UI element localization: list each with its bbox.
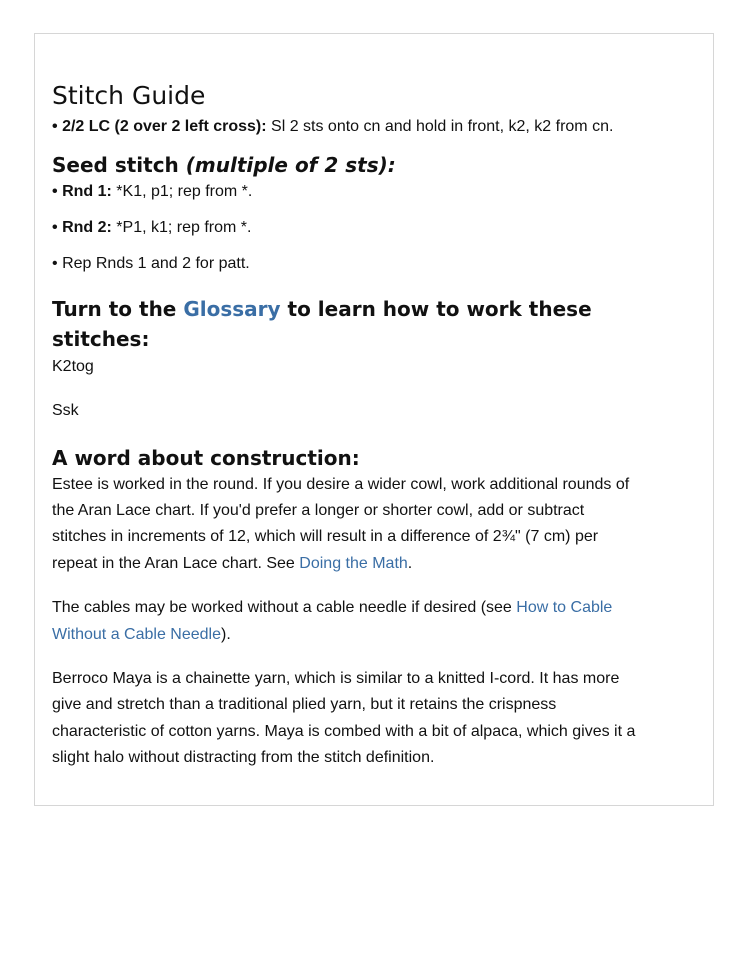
construction-para2-line [52, 622, 231, 648]
glossary-link[interactable]: Glossary [183, 297, 281, 321]
construction-para2-line [52, 595, 612, 621]
cable-without-needle-link[interactable]: How to Cable [516, 599, 613, 616]
cable-description: Sl 2 sts onto cn and hold in front, k2, k2 from cn. [266, 118, 614, 135]
bullet: • [52, 255, 58, 272]
rnd2-term: Rnd 2: [62, 219, 112, 236]
seed-heading-multiple: (multiple of 2 sts): [185, 153, 396, 177]
seed-rnd2-line [52, 215, 251, 241]
construction-para3-line: give and stretch than a traditional plied yarn, but it retains the crispness [52, 696, 557, 713]
seed-heading-text: Seed stitch [52, 153, 186, 177]
bullet: • [52, 219, 58, 236]
page-title: Stitch Guide [52, 81, 206, 110]
rnd2-text: *P1, k1; rep from *. [111, 219, 252, 236]
construction-heading: A word about construction: [52, 446, 360, 470]
seed-stitch-heading [52, 150, 396, 180]
para1-last-post: . [407, 555, 413, 572]
bullet: • [52, 118, 58, 135]
para1-last-pre: repeat in the Aran Lace chart. See [52, 555, 300, 572]
seed-rnd1-line [52, 179, 252, 205]
cable-stitch-line [52, 114, 613, 140]
construction-para3-line: slight halo without distracting from the stitch definition. [52, 749, 435, 766]
repeat-text: Rep Rnds 1 and 2 for patt. [62, 255, 250, 272]
para2-pre: The cables may be worked without a cable needle if desired (see [52, 599, 517, 616]
construction-para1-line: stitches in increments of 12, which will result in a difference of 2¾" (7 cm) per [52, 528, 599, 545]
construction-para3-line: characteristic of cotton yarns. Maya is combed with a bit of alpaca, which gives it a [52, 723, 636, 740]
rnd1-term: Rnd 1: [62, 183, 112, 200]
rnd1-text: *K1, p1; rep from *. [111, 183, 253, 200]
construction-para1-line [52, 551, 412, 577]
cable-without-needle-link[interactable]: Without a Cable Needle [52, 626, 221, 643]
glossary-heading-pre: Turn to the [52, 297, 184, 321]
para2-post: ). [220, 626, 231, 643]
glossary-item: Ssk [52, 402, 79, 419]
glossary-item: K2tog [52, 358, 94, 375]
doing-the-math-link[interactable]: Doing the Math [299, 555, 408, 572]
seed-repeat-line [52, 251, 250, 277]
glossary-heading [52, 294, 592, 354]
construction-para1-line: Estee is worked in the round. If you desire a wider cowl, work additional rounds of [52, 476, 630, 493]
glossary-heading-line2: stitches: [52, 327, 150, 351]
construction-para1-line: the Aran Lace chart. If you'd prefer a longer or shorter cowl, add or subtract [52, 502, 585, 519]
bullet: • [52, 183, 58, 200]
glossary-heading-post: to learn how to work these [280, 297, 592, 321]
cable-term: 2/2 LC (2 over 2 left cross): [62, 118, 267, 135]
construction-para3-line: Berroco Maya is a chainette yarn, which is similar to a knitted I-cord. It has more [52, 670, 620, 687]
